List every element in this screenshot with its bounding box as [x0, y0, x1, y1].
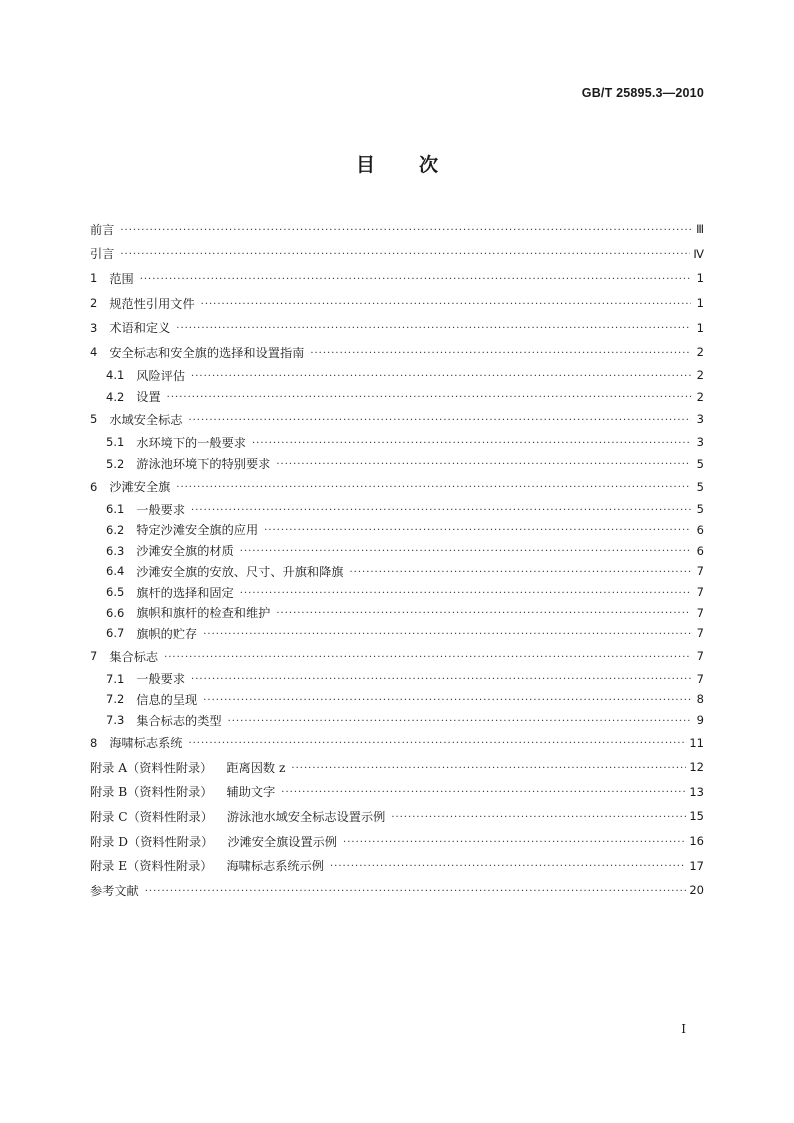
standard-number: GB/T 25895.3—2010 [581, 86, 704, 100]
toc-entry-title: 水域安全标志 [109, 412, 183, 427]
toc-appendix-label: 附录 D（资料性附录） [90, 834, 214, 849]
toc-section-number: 4.1 [106, 368, 125, 383]
toc-appendix-label: 附录 B（资料性附录） [90, 785, 213, 800]
toc-entry-7-2[interactable] [90, 689, 704, 710]
toc-entry-title: 沙滩安全旗的材质 [136, 544, 234, 559]
toc-page-number: 7 [696, 564, 704, 579]
toc-entry-5[interactable] [90, 407, 704, 432]
toc-section-number: 7 [90, 649, 98, 664]
toc-page-number: 15 [689, 809, 704, 824]
toc-leader [330, 861, 686, 872]
toc-entry-title: 设置 [136, 390, 161, 404]
toc-entry-5-1[interactable] [90, 432, 704, 453]
toc-page-number: 2 [696, 368, 704, 383]
toc-entry-appendix-d[interactable] [90, 829, 704, 854]
toc-entry-4[interactable] [90, 340, 704, 365]
toc-entry-title: 引言 [90, 247, 115, 262]
toc-entry-6-5[interactable] [90, 582, 704, 603]
toc-leader [240, 588, 691, 599]
toc-page-number: 12 [689, 760, 704, 775]
toc-leader [176, 482, 691, 493]
toc-leader [164, 652, 691, 663]
toc-entry-6-3[interactable] [90, 540, 704, 561]
toc-leader [191, 371, 691, 382]
toc-leader [228, 716, 691, 727]
toc-entry-6-7[interactable] [90, 623, 704, 644]
toc-leader [349, 567, 691, 578]
toc-page-number: 7 [696, 671, 704, 686]
toc-leader [240, 546, 691, 557]
toc-page-number: 11 [689, 735, 704, 750]
toc-page-number: 8 [696, 692, 704, 707]
toc-section-number: 4.2 [106, 389, 125, 404]
toc-entry-appendix-c[interactable] [90, 804, 704, 829]
toc-section-number: 5 [90, 412, 98, 427]
toc-entry-6-1[interactable] [90, 499, 704, 520]
page-title [0, 150, 794, 177]
toc-leader [140, 274, 691, 285]
toc-page-number: 3 [696, 412, 704, 427]
toc-entry-title: 旗帜和旗杆的检查和维护 [136, 606, 271, 621]
toc-entry-appendix-e[interactable] [90, 853, 704, 878]
toc-page-number: 17 [689, 858, 704, 873]
toc-leader [252, 438, 691, 449]
toc-leader [281, 787, 686, 798]
toc-section-number: 4 [90, 345, 98, 360]
toc-entry-appendix-a[interactable] [90, 755, 704, 780]
toc-leader [176, 323, 691, 334]
toc-page-number: 6 [696, 522, 704, 537]
toc-entry-title: 辅助文字 [226, 785, 276, 800]
toc-leader [188, 738, 686, 749]
toc-entry-7-1[interactable] [90, 668, 704, 689]
toc-section-number: 8 [90, 735, 98, 750]
toc-entry-6[interactable] [90, 474, 704, 499]
toc-appendix-label: 附录 A（资料性附录） [90, 760, 213, 775]
toc-entry-7-3[interactable] [90, 710, 704, 731]
toc-entry-title: 沙滩安全旗设置示例 [227, 834, 338, 849]
toc-leader [188, 415, 691, 426]
toc-leader [391, 812, 686, 823]
toc-page-number: 7 [696, 605, 704, 620]
toc-page-number: 1 [696, 271, 704, 286]
toc-section-number: 7.2 [106, 692, 125, 707]
toc-entry-7[interactable] [90, 644, 704, 669]
toc-entry-introduction[interactable] [90, 242, 704, 267]
toc-section-number: 6.2 [106, 522, 125, 537]
toc-leader [191, 674, 691, 685]
toc-page-number: Ⅲ [696, 222, 704, 237]
toc-page-number: 9 [696, 713, 704, 728]
page-number: I [681, 1022, 686, 1036]
toc-entry-8[interactable] [90, 730, 704, 755]
toc-page-number: 5 [696, 479, 704, 494]
toc-page-number: 7 [696, 626, 704, 641]
toc-leader [145, 886, 687, 897]
toc-leader [191, 505, 691, 516]
toc-entry-title: 集合标志 [109, 649, 159, 664]
toc-entry-4-1[interactable] [90, 365, 704, 386]
toc-entry-title: 风险评估 [136, 368, 186, 383]
toc-section-number: 1 [90, 271, 98, 286]
toc-entry-6-6[interactable] [90, 602, 704, 623]
toc-page-number: 2 [696, 389, 704, 404]
toc-section-number: 6 [90, 479, 98, 494]
toc-section-number: 6.3 [106, 543, 125, 558]
toc-leader [120, 249, 690, 260]
toc-entry-5-2[interactable] [90, 453, 704, 474]
toc-leader [201, 299, 691, 310]
toc-entry-6-4[interactable] [90, 561, 704, 582]
toc-entry-2[interactable] [90, 291, 704, 316]
toc-entry-title: 信息的呈现 [136, 692, 198, 707]
page-title-part1: 目 [355, 154, 375, 176]
toc-section-number: 6.5 [106, 585, 125, 600]
toc-entry-title: 沙滩安全旗 [109, 480, 171, 495]
toc-entry-title: 一般要求 [136, 672, 186, 687]
toc-entry-title: 范围 [109, 271, 134, 286]
toc-entry-title: 沙滩安全旗的安放、尺寸、升旗和降旗 [136, 564, 344, 579]
toc-entry-title: 安全标志和安全旗的选择和设置指南 [109, 345, 305, 360]
toc-entry-references[interactable] [90, 878, 704, 903]
toc-entry-title: 特定沙滩安全旗的应用 [136, 523, 259, 538]
toc-leader [276, 459, 691, 470]
toc-section-number: 6.6 [106, 605, 125, 620]
toc-page-number: 1 [696, 296, 704, 311]
toc-page-number: 7 [696, 649, 704, 664]
toc-entry-title: 参考文献 [90, 883, 139, 898]
toc-section-number: 3 [90, 320, 98, 335]
toc-page-number: 3 [696, 435, 704, 450]
toc-section-number: 2 [90, 296, 98, 311]
toc-entry-title: 集合标志的类型 [136, 713, 222, 728]
toc-section-number: 5.1 [106, 435, 125, 450]
toc-page-number: 5 [696, 456, 704, 471]
toc-appendix-label: 附录 E（资料性附录） [90, 859, 213, 874]
toc-entry-6-2[interactable] [90, 520, 704, 541]
toc-leader [264, 525, 691, 536]
toc-entry-title: 游泳池环境下的特别要求 [136, 457, 271, 472]
toc-section-number: 7.1 [106, 671, 125, 686]
toc-section-number: 5.2 [106, 456, 125, 471]
toc-entry-title: 海啸标志系统 [109, 736, 183, 751]
toc-entry-title: 规范性引用文件 [109, 296, 195, 311]
page-title-part2: 次 [419, 154, 439, 176]
toc-leader [310, 348, 691, 359]
toc-page-number: 2 [696, 345, 704, 360]
toc-entry-title: 游泳池水域安全标志设置示例 [226, 809, 386, 824]
toc-leader [276, 608, 691, 619]
toc-leader [203, 629, 691, 640]
toc-leader [343, 837, 686, 848]
toc-entry-3[interactable] [90, 315, 704, 340]
toc-leader [120, 225, 691, 236]
table-of-contents [90, 217, 704, 903]
toc-page-number: 16 [689, 834, 704, 849]
toc-page-number: 7 [696, 585, 704, 600]
toc-section-number: 6.4 [106, 564, 125, 579]
toc-entry-title: 术语和定义 [109, 321, 171, 336]
toc-leader [291, 763, 686, 774]
toc-leader [167, 392, 691, 403]
toc-page-number: 13 [689, 784, 704, 799]
toc-entry-title: 旗杆的选择和固定 [136, 585, 234, 600]
toc-entry-foreword[interactable] [90, 217, 704, 242]
toc-section-number: 6.1 [106, 502, 125, 517]
toc-appendix-label: 附录 C（资料性附录） [90, 809, 213, 824]
toc-entry-4-2[interactable] [90, 386, 704, 407]
toc-entry-title: 前言 [90, 222, 115, 237]
toc-page-number: 20 [689, 883, 704, 898]
toc-section-number: 7.3 [106, 713, 125, 728]
toc-entry-title: 水环境下的一般要求 [136, 435, 246, 450]
toc-entry-appendix-b[interactable] [90, 780, 704, 805]
toc-entry-title: 海啸标志系统示例 [226, 859, 324, 874]
toc-page-number: 5 [696, 502, 704, 517]
toc-page-number: 1 [696, 320, 704, 335]
toc-page-number: 6 [696, 543, 704, 558]
toc-section-number: 6.7 [106, 626, 125, 641]
toc-entry-title: 距离因数 z [226, 760, 286, 775]
toc-leader [203, 695, 691, 706]
toc-entry-title: 一般要求 [136, 502, 186, 517]
toc-entry-title: 旗帜的贮存 [136, 626, 198, 641]
toc-page-number: Ⅳ [693, 246, 704, 261]
toc-entry-1[interactable] [90, 266, 704, 291]
